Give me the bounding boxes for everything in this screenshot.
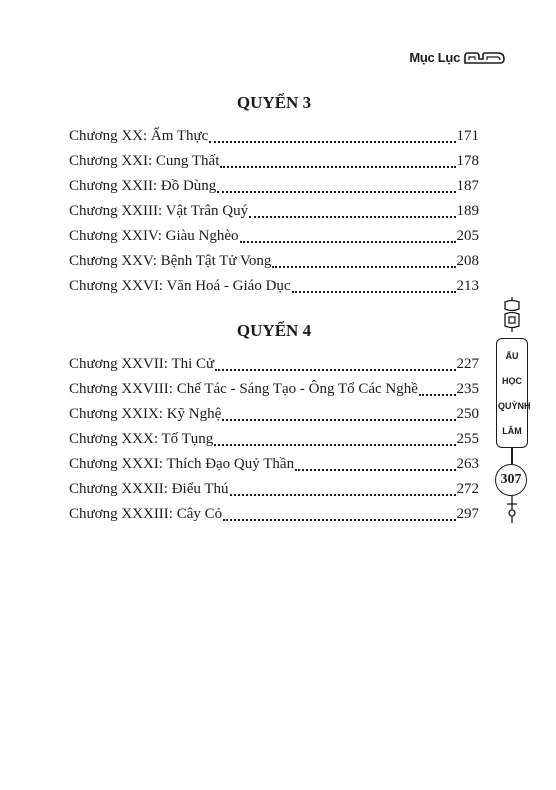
dot-leader: [240, 241, 456, 243]
entry-page: 235: [456, 381, 479, 397]
entry-label: Chương XXV: Bệnh Tật Tử Vong: [69, 253, 272, 269]
dot-leader: [230, 494, 456, 496]
scroll-ornament-icon: [502, 296, 522, 332]
entry-page: 272: [456, 481, 479, 497]
entry-page: 189: [456, 203, 479, 219]
section-title: QUYỂN 3: [236, 93, 312, 112]
dot-leader: [209, 141, 455, 143]
dot-leader: [222, 419, 455, 421]
entry-label: Chương XXXI: Thích Đạo Quỷ Thần: [69, 456, 295, 472]
entry-page: 178: [456, 153, 479, 169]
dot-leader: [215, 369, 455, 371]
book-title-tab: [496, 338, 531, 448]
toc-entry[interactable]: [69, 124, 479, 149]
tab-word: LÂM: [502, 425, 522, 436]
dot-leader: [220, 166, 455, 168]
entry-page: 227: [456, 356, 479, 372]
side-tab: [496, 296, 530, 526]
dot-leader: [223, 519, 455, 521]
toc-section-book-3: [69, 92, 479, 299]
entry-page: 255: [456, 431, 479, 447]
section-title: QUYỂN 4: [236, 321, 312, 340]
dot-leader: [292, 291, 456, 293]
entry-label: Chương XXVI: Văn Hoá - Giáo Dục: [69, 278, 291, 294]
page-header: [409, 50, 506, 65]
toc-entry[interactable]: [69, 502, 479, 527]
tab-connector: [511, 448, 513, 464]
entry-label: Chương XX: Ẩm Thực: [69, 128, 209, 144]
tab-word: QUỲNH: [498, 400, 531, 411]
entry-label: Chương XXIX: Kỹ Nghệ: [69, 406, 222, 422]
toc-entry[interactable]: [69, 174, 479, 199]
entry-page: 263: [456, 456, 479, 472]
running-title: Mục Lục: [409, 50, 460, 65]
entry-label: Chương XXVIII: Chế Tác - Sáng Tạo - Ông Tổ Các Nghề: [69, 381, 418, 397]
tassel-ornament-icon: [505, 496, 519, 524]
entry-page: 208: [456, 253, 479, 269]
toc-entry[interactable]: [69, 224, 479, 249]
dot-leader: [217, 191, 455, 193]
dot-leader: [249, 216, 455, 218]
dot-leader: [419, 394, 456, 396]
toc-entry[interactable]: [69, 249, 479, 274]
entry-page: 297: [456, 506, 479, 522]
toc-entry[interactable]: [69, 199, 479, 224]
entry-label: Chương XXIII: Vật Trân Quý: [69, 203, 249, 219]
entry-label: Chương XXXII: Điểu Thú: [69, 481, 229, 497]
toc-entry[interactable]: [69, 274, 479, 299]
entry-page: 205: [456, 228, 479, 244]
dot-leader: [295, 469, 455, 471]
entry-page: 187: [456, 178, 479, 194]
entry-label: Chương XXII: Đồ Dùng: [69, 178, 217, 194]
cloud-ornament-icon: [464, 51, 506, 65]
page-number: 307: [495, 464, 527, 496]
toc-entry[interactable]: [69, 377, 479, 402]
entry-label: Chương XXI: Cung Thất: [69, 153, 220, 169]
entry-label: Chương XXVII: Thi Cử: [69, 356, 215, 372]
dot-leader: [214, 444, 455, 446]
entry-page: 171: [456, 128, 479, 144]
entry-label: Chương XXX: Tố Tụng: [69, 431, 214, 447]
entry-label: Chương XXXIII: Cây Cỏ: [69, 506, 223, 522]
toc-section-book-4: [69, 320, 479, 527]
entry-page: 213: [456, 278, 479, 294]
entry-page: 250: [456, 406, 479, 422]
dot-leader: [272, 266, 455, 268]
toc-entry[interactable]: [69, 402, 479, 427]
toc-entry[interactable]: [69, 477, 479, 502]
tab-word: HỌC: [502, 375, 522, 386]
toc-entry[interactable]: [69, 427, 479, 452]
toc-entry[interactable]: [69, 352, 479, 377]
tab-word: ẤU: [505, 350, 519, 361]
entry-label: Chương XXIV: Giàu Nghèo: [69, 228, 239, 244]
toc-entry[interactable]: [69, 452, 479, 477]
toc-entry[interactable]: [69, 149, 479, 174]
